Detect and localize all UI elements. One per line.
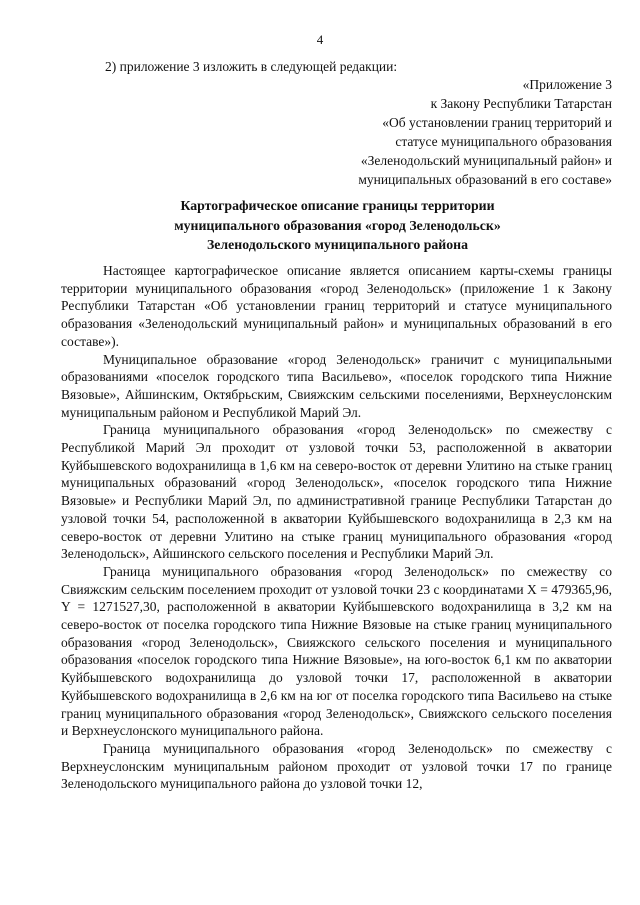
appendix-header-line: «Об установлении границ территорий и [382,115,612,130]
body-paragraph: Граница муниципального образования «город Зеленодольск» по смежеству с Республикой Марий Эл проходит от узловой точки 53, расположенной в акватории Куйбышевского водохранилища в 1,6 км на северо-восток от деревни Улитино на стыке границ муниципальных образований «город Зеленодольск», «поселок городского типа Нижние Вязовые» и Республики Марий Эл, по административной границе Республики Татарстан до узловой точки 54, расположенной в акватории Куйбышевского водохранилища в 2,3 км на северо-восток от деревни Улитино на стыке границ муниципального образования «город Зеленодольск», Айшинского сельского поселения и Республики Марий Эл. [61,422,612,562]
title-line: муниципального образования «город Зеленодольск» [174,217,501,233]
document-title [60,196,615,255]
appendix-header-line: статусе муниципального образования [395,134,612,149]
appendix-header-line: «Зеленодольский муниципальный район» и [360,153,612,168]
appendix-header-line: «Приложение 3 [522,77,612,92]
document-body [61,262,612,793]
title-line: Картографическое описание границы территории [180,198,495,213]
appendix-header-line: муниципальных образований в его составе» [358,172,612,187]
title-line: Зеленодольского муниципального района [207,237,468,252]
appendix-header [212,75,612,189]
body-paragraph: Муниципальное образование «город Зеленодольск» граничит с муниципальными образованиями «поселок городского типа Васильево», «поселок городского типа Нижние Вязовые», Айшинским, Октябрьским, Свияжским сельскими поселениями, Верхнеуслонским муниципальным районом и Республикой Марий Эл. [61,351,612,420]
body-paragraph: Настоящее картографическое описание является описанием карты-схемы границы территории муниципального образования «город Зеленодольск» (приложение 1 к Закону Республики Татарстан «Об установлении границ территорий и статусе муниципального образования «Зеленодольский муниципальный район» и муниципальных образований в его составе»). [61,263,612,349]
body-paragraph: Граница муниципального образования «город Зеленодольск» по смежеству с Верхнеуслонским муниципальным районом проходит от узловой точки 17 по границе Зеленодольского муниципального района до узловой точки 12, [61,740,612,792]
amendment-intro: 2) приложение 3 изложить в следующей редакции: [105,59,398,74]
appendix-header-line: к Закону Республики Татарстан [430,96,612,111]
body-paragraph: Граница муниципального образования «город Зеленодольск» по смежеству со Свияжским сельским поселением проходит от узловой точки 23 с координатами X = 479365,96, Y = 1271527,30, расположенной в акватории Куйбышевского водохранилища в 3,2 км на северо-восток от поселка городского типа Нижние Вязовые на стыке границ муниципального образования «город Зеленодольск», Свияжского сельского поселения и муниципального образования «поселок городского типа Нижние Вязовые», на юго-восток 6,1 км по акватории Куйбышевского водохранилища до узловой точки 17, расположенной в акватории Куйбышевского водохранилища в 2,6 км на юг от поселка городского типа Васильево на стыке границ муниципального образования «город Зеленодольск», Свияжского сельского поселения и Верхнеуслонского муниципального района. [61,563,612,739]
page-number: 4 [316,32,324,47]
